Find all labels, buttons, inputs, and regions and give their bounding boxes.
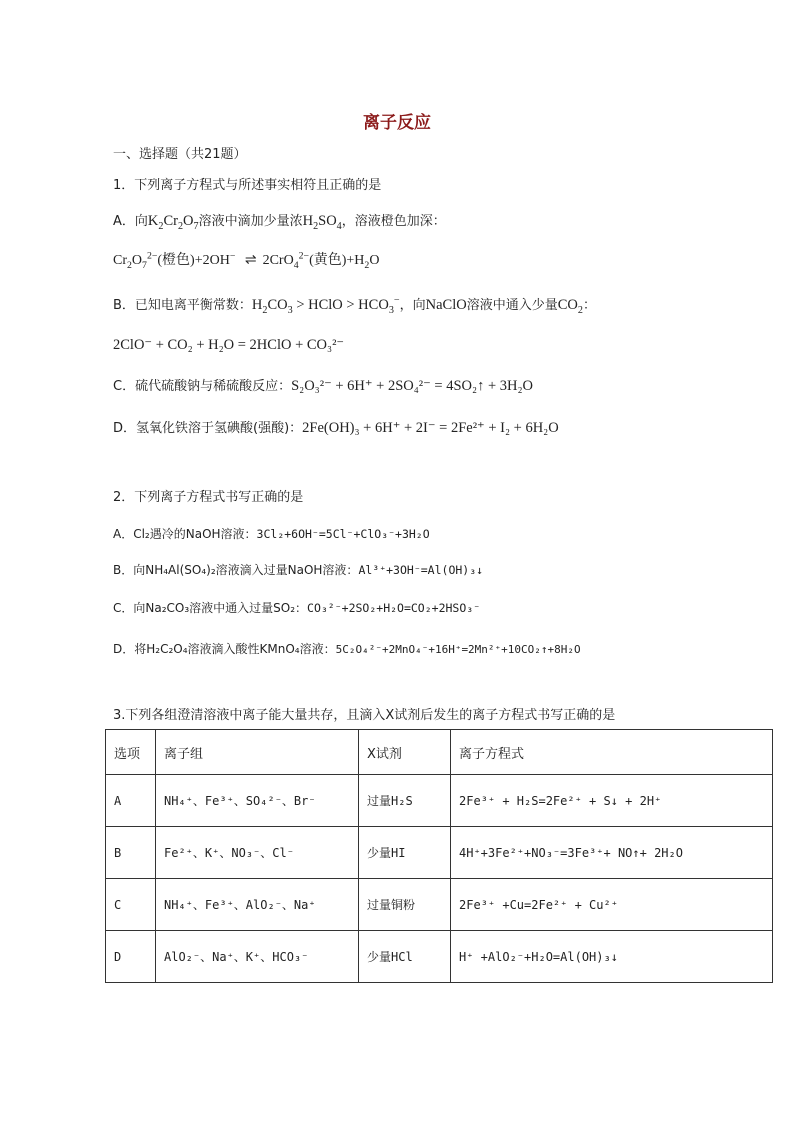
q1-option-b-equation: 2ClO⁻ + CO₂ + H₂O = 2HClO + CO₃²⁻ xyxy=(113,337,345,353)
q1-b-desc-text-1: B．已知电离平衡常数： xyxy=(113,298,252,313)
q1-option-a-desc xyxy=(113,212,446,231)
ionic-equation: 2Fe³⁺ + H₂S=2Fe²⁺ + S↓ + 2H⁺ xyxy=(451,775,773,827)
page-title: 离子反应 xyxy=(363,113,431,133)
q1-a-eq-part-2: O xyxy=(131,253,143,268)
q2-option-b xyxy=(113,561,483,579)
q1-a-eq-part-5: (黄色)+H xyxy=(309,253,365,268)
q1-b-formula-naclo: NaClO xyxy=(425,297,467,313)
q1-c-equation: S₂O₃²⁻ + 6H⁺ + 2SO₄²⁻ = 4SO₂↑ + 3H₂O xyxy=(291,378,533,394)
q1-a-eq-part-4: 2CrO xyxy=(262,253,294,268)
reagent: 过量H₂S xyxy=(359,775,451,827)
q2-stem: 2．下列离子方程式书写正确的是 xyxy=(113,490,304,505)
q1-a-eq-part-1: Cr xyxy=(113,253,127,268)
q1-a-eq-part-3: (橙色)+2OH xyxy=(157,253,230,268)
header-cell: 离子方程式 xyxy=(451,730,773,775)
q2-option-d xyxy=(113,640,581,659)
q2-option-a xyxy=(113,525,430,543)
header-cell: 选项 xyxy=(106,730,156,775)
q1-d-desc: D．氢氧化铁溶于氢碘酸(强酸)： xyxy=(113,421,303,436)
q1-a-eq-part-6: O xyxy=(369,253,380,268)
option-label: D xyxy=(106,931,156,983)
q1-a-formula-k2cr2o7: $K_2Cr_2O_7$ xyxy=(147,213,199,232)
reagent: 过量铜粉 xyxy=(359,879,451,931)
q1-option-c xyxy=(113,377,533,396)
ion-group: NH₄⁺、Fe³⁺、SO₄²⁻、Br⁻ xyxy=(156,775,359,827)
q1-a-desc-text-2: 溶液中滴加少量浓 xyxy=(198,214,303,229)
ion-group: AlO₂⁻、Na⁺、K⁺、HCO₃⁻ xyxy=(156,931,359,983)
q1-a-desc-text-1: A．向 xyxy=(113,214,148,229)
table-row xyxy=(106,931,773,983)
q2-c-desc: C．向Na₂CO₃溶液中通入过量SO₂： xyxy=(113,601,308,615)
table-header-row xyxy=(106,730,773,775)
q1-b-formula-co2: $CO_2$ xyxy=(557,297,583,316)
ionic-equation: H⁺ +AlO₂⁻+H₂O=Al(OH)₃↓ xyxy=(451,931,773,983)
q2-d-equation: 5C₂O₄²⁻+2MnO₄⁻+16H⁺=2Mn²⁺+10CO₂↑+8H₂O xyxy=(335,643,581,656)
ionic-equation: 4H⁺+3Fe²⁺+NO₃⁻=3Fe³⁺+ NO↑+ 2H₂O xyxy=(451,827,773,879)
q1-c-desc: C．硫代硫酸钠与稀硫酸反应： xyxy=(113,379,292,394)
q2-a-desc: A．Cl₂遇冷的NaOH溶液： xyxy=(113,527,257,541)
q2-a-equation: 3Cl₂+6OH⁻=5Cl⁻+ClO₃⁻+3H₂O xyxy=(256,527,430,541)
ion-group: Fe²⁺、K⁺、NO₃⁻、Cl⁻ xyxy=(156,827,359,879)
q2-c-equation: CO₃²⁻+2SO₂+H₂O=CO₂+2HSO₃⁻ xyxy=(307,601,481,615)
reagent: 少量HCl xyxy=(359,931,451,983)
q1-b-constants: $H_2CO_3$ > HClO > $HCO_3^-$ xyxy=(251,295,400,316)
option-label: C xyxy=(106,879,156,931)
q3-stem: 3.下列各组澄清溶液中离子能大量共存，且滴入X试剂后发生的离子方程式书写正确的是 xyxy=(113,708,616,723)
q2-option-c xyxy=(113,599,480,617)
q2-b-desc: B．向NH₄Al(SO₄)₂溶液滴入过量NaOH溶液： xyxy=(113,563,359,577)
q2-d-desc: D．将H₂C₂O₄溶液滴入酸性KMnO₄溶液： xyxy=(113,642,336,656)
table-row xyxy=(106,827,773,879)
section-heading: 一、选择题（共21题） xyxy=(113,147,247,162)
q1-stem: 1．下列离子方程式与所述事实相符且正确的是 xyxy=(113,178,382,193)
equilibrium-arrow-icon: ⇌ xyxy=(244,253,257,268)
q3-options-table xyxy=(105,729,773,983)
header-cell: 离子组 xyxy=(156,730,359,775)
q1-option-a-equation: $Cr_2O_7^{2-}$(橙色)+2OH− ⇌ 2CrO$_4^{2-}$(黄色)$+H_2O$ xyxy=(113,250,380,271)
option-label: A xyxy=(106,775,156,827)
table-row xyxy=(106,775,773,827)
q1-option-d xyxy=(113,419,559,438)
q1-a-desc-text-3: ，溶液橙色加深： xyxy=(341,214,446,229)
q2-b-equation: Al³⁺+3OH⁻=Al(OH)₃↓ xyxy=(358,563,484,577)
table-row xyxy=(106,879,773,931)
reagent: 少量HI xyxy=(359,827,451,879)
q1-a-formula-h2so4: $H_2SO_4$ xyxy=(302,213,342,232)
q1-b-desc-text-3: 溶液中通入少量 xyxy=(466,298,558,313)
ion-group: NH₄⁺、Fe³⁺、AlO₂⁻、Na⁺ xyxy=(156,879,359,931)
q1-b-desc-text-2: ，向 xyxy=(399,298,426,313)
header-cell: X试剂 xyxy=(359,730,451,775)
q1-option-b-desc: B．已知电离平衡常数：$H_2CO_3$ > HClO > $HCO_3^-$，向NaClO溶液中通入少量$CO_2$： xyxy=(113,295,596,316)
option-label: B xyxy=(106,827,156,879)
ionic-equation: 2Fe³⁺ +Cu=2Fe²⁺ + Cu²⁺ xyxy=(451,879,773,931)
q1-d-equation: 2Fe(OH)₃ + 6H⁺ + 2I⁻ = 2Fe²⁺ + I₂ + 6H₂O xyxy=(302,420,559,436)
